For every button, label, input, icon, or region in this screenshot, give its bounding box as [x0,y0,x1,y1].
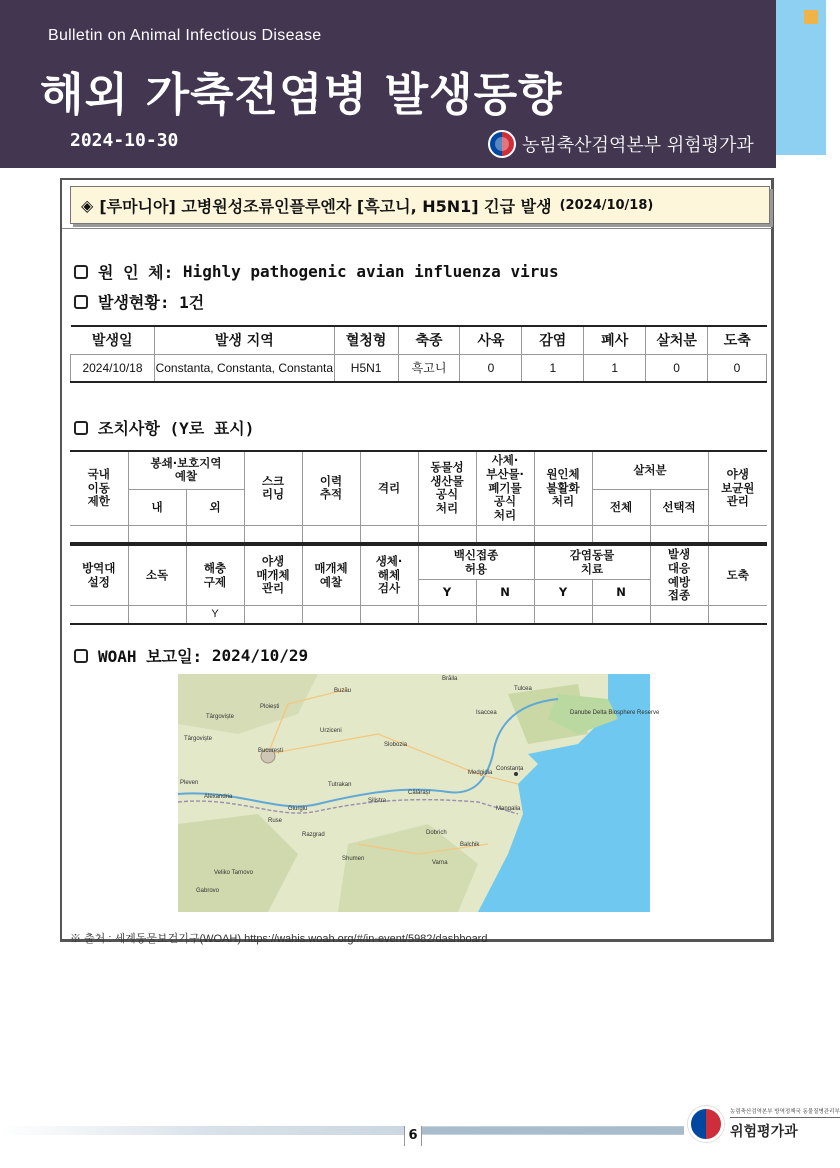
map-label: Silistra [368,798,387,804]
col-header: 축종 [398,326,460,354]
map-label: Ploiești [260,704,280,710]
report-frame [60,178,774,945]
header-product-treatment: 동물성 생산물 공식 처리 [418,451,476,525]
map-label: Slobozia [384,742,408,748]
header-cull-selective: 선택적 [650,489,708,525]
page-title: 해외 가축전염병 발생동향 [40,68,563,121]
map-label: Medgidia [468,770,493,776]
map-label: București [258,748,284,754]
table-cell [244,606,302,624]
header-vaccine-n: N [476,580,534,606]
map-label: Razgrad [302,832,325,838]
agent-label: 원 인 체: [98,263,174,282]
table-cell: 1 [584,354,646,382]
header-slaughter: 도축 [708,545,767,606]
outbreak-map[interactable] [178,674,660,912]
table-cell: 0 [708,354,767,382]
header-zone-inside: 내 [128,489,186,525]
header-zone-surveillance: 봉쇄·보호지역 예찰 [128,451,244,489]
table-cell [534,525,592,543]
series-title: Bulletin on Animal Infectious Disease [48,27,322,44]
table-row [70,525,767,543]
map-label: Constanța [496,766,524,772]
table-cell [476,606,534,624]
map-label: Shumen [342,856,365,862]
header-treatment: 감염동물 치료 [534,545,650,580]
org-name [488,130,754,158]
map-label: Brăila [442,676,458,682]
woah-label: WOAH 보고일: [98,647,203,666]
header-treatment-y: Y [534,580,592,606]
table-cell [128,606,186,624]
header-vaccine-y: Y [418,580,476,606]
table-cell [186,525,244,543]
col-header: 발생일 [71,326,155,354]
table-cell: Constanta, Constanta, Constanta [154,354,334,382]
header-wildlife-vector: 야생 매개체 관리 [244,545,302,606]
map-label: Târgoviște [184,736,213,742]
measures-label: 조치사항 (Y로 표시) [98,419,255,438]
table-cell [360,606,418,624]
table-cell [650,606,708,624]
table-cell [708,606,767,624]
header-vector-control: 해충 구제 [186,545,244,606]
header-inactivation: 원인체 불활화 처리 [534,451,592,525]
table-cell [418,606,476,624]
status-line [74,290,204,313]
footer-bar-accent [420,1127,684,1134]
table-cell [244,525,302,543]
table-row [71,354,767,382]
table-cell [534,606,592,624]
checkbox-square-icon [74,421,88,435]
woah-value: 2024/10/29 [211,646,309,665]
header-wild-reservoir: 야생 보균원 관리 [708,451,767,525]
table-cell [476,525,534,543]
outbreak-header-row [71,326,767,354]
checkbox-square-icon [74,265,88,279]
banner-divider [62,228,772,229]
table-cell: Y [186,606,244,624]
agent-line [74,260,559,283]
footer-org-big: 위험평가과 [730,1124,798,1140]
table-cell: 1 [522,354,584,382]
org-label: 농림축산검역본부 위험평가과 [522,135,754,156]
source-note: ※ 출처 : 세계동물보건기구(WOAH) https://wahis.woah.org/#/in-event/5982/dashboard [70,933,488,945]
page-number: 6 [404,1126,422,1146]
map-label: Veliko Tarnovo [214,870,253,876]
map-label: Pleven [180,780,199,786]
footer-logo [688,1106,840,1142]
col-header: 도축 [708,326,767,354]
col-header: 폐사 [584,326,646,354]
table-cell [302,525,360,543]
table-cell [650,525,708,543]
map-label: Tutrakan [328,782,352,788]
header-vector-surveillance: 매개체 예찰 [302,545,360,606]
table-cell [70,525,128,543]
col-header: 살처분 [646,326,708,354]
map-label: Danube Delta Biosphere Reserve [570,710,660,716]
header-vaccination: 백신접종 허용 [418,545,534,580]
header-preventive-vaccination: 발생 대응 예방 접종 [650,545,708,606]
map-label: Urziceni [320,728,342,734]
status-value: 1건 [179,293,205,312]
map-label: Gabrovo [196,888,220,894]
map-label: Ruse [268,818,283,824]
table-cell: 흑고니 [398,354,460,382]
diamond-bullet-icon: ◈ [81,195,94,215]
table-cell [592,606,650,624]
banner-date: (2024/10/18) [559,197,654,213]
col-header: 사육 [460,326,522,354]
map-label: Alexandria [204,794,233,800]
table-cell [128,525,186,543]
col-header: 혈청형 [334,326,398,354]
header-cull-all: 전체 [592,489,650,525]
header-screening: 스크 리닝 [244,451,302,525]
col-header: 감염 [522,326,584,354]
header-carcass-disposal: 사체· 부산물· 폐기물 공식 처리 [476,451,534,525]
table-cell [592,525,650,543]
header-inspection: 생체· 해체 검사 [360,545,418,606]
map-svg [178,674,660,912]
footer-org-small: 농림축산검역본부 방역정책국 동물질병관리부 [730,1107,840,1118]
map-label: Dobrich [426,830,447,836]
header-isolation: 격리 [360,451,418,525]
header-disinfection: 소독 [128,545,186,606]
table-row [70,606,767,624]
map-label: Târgoviște [206,714,235,720]
report-banner [70,186,770,224]
table-cell [302,606,360,624]
map-label: Călărași [408,790,431,796]
side-accent-strip [776,0,826,155]
status-label: 발생현황: [98,293,170,312]
map-label: Varna [432,860,448,866]
map-label: Buzău [334,688,352,694]
table-cell: H5N1 [334,354,398,382]
side-accent-square [804,10,818,24]
checkbox-square-icon [74,295,88,309]
map-label: Mangalia [496,806,521,812]
header-zone-outside: 외 [186,489,244,525]
checkbox-square-icon [74,649,88,663]
outbreak-table [70,325,767,383]
table-cell [708,525,767,543]
measures-table-1 [70,450,767,544]
header-band [0,0,776,168]
table-cell: 2024/10/18 [71,354,155,382]
col-header: 발생 지역 [154,326,334,354]
taegeuk-logo-icon [488,130,516,158]
taegeuk-logo-icon [688,1106,724,1142]
table-cell: 0 [460,354,522,382]
header-treatment-n: N [592,580,650,606]
measures-line [74,416,254,439]
header-zoning: 방역대 설정 [70,545,128,606]
map-label: Tulcea [514,686,532,692]
footer-org-text [730,1107,840,1141]
banner-title: [루마니아] 고병원성조류인플루엔자 [흑고니, H5N1] 긴급 발생 [99,196,552,216]
map-label: Isaccea [476,710,497,716]
table-cell: 0 [646,354,708,382]
map-label: Balchik [460,842,480,848]
table-cell [70,606,128,624]
header-traceability: 이력 추적 [302,451,360,525]
measures-table-2 [70,544,767,625]
header-domestic-restriction: 국내 이동 제한 [70,451,128,525]
header-culling: 살처분 [592,451,708,489]
map-label: Giurgiu [288,806,308,812]
woah-line [74,644,308,667]
table-cell [418,525,476,543]
table-cell [360,525,418,543]
issue-date: 2024-10-30 [70,130,179,151]
agent-value: Highly pathogenic avian influenza virus [182,262,559,281]
